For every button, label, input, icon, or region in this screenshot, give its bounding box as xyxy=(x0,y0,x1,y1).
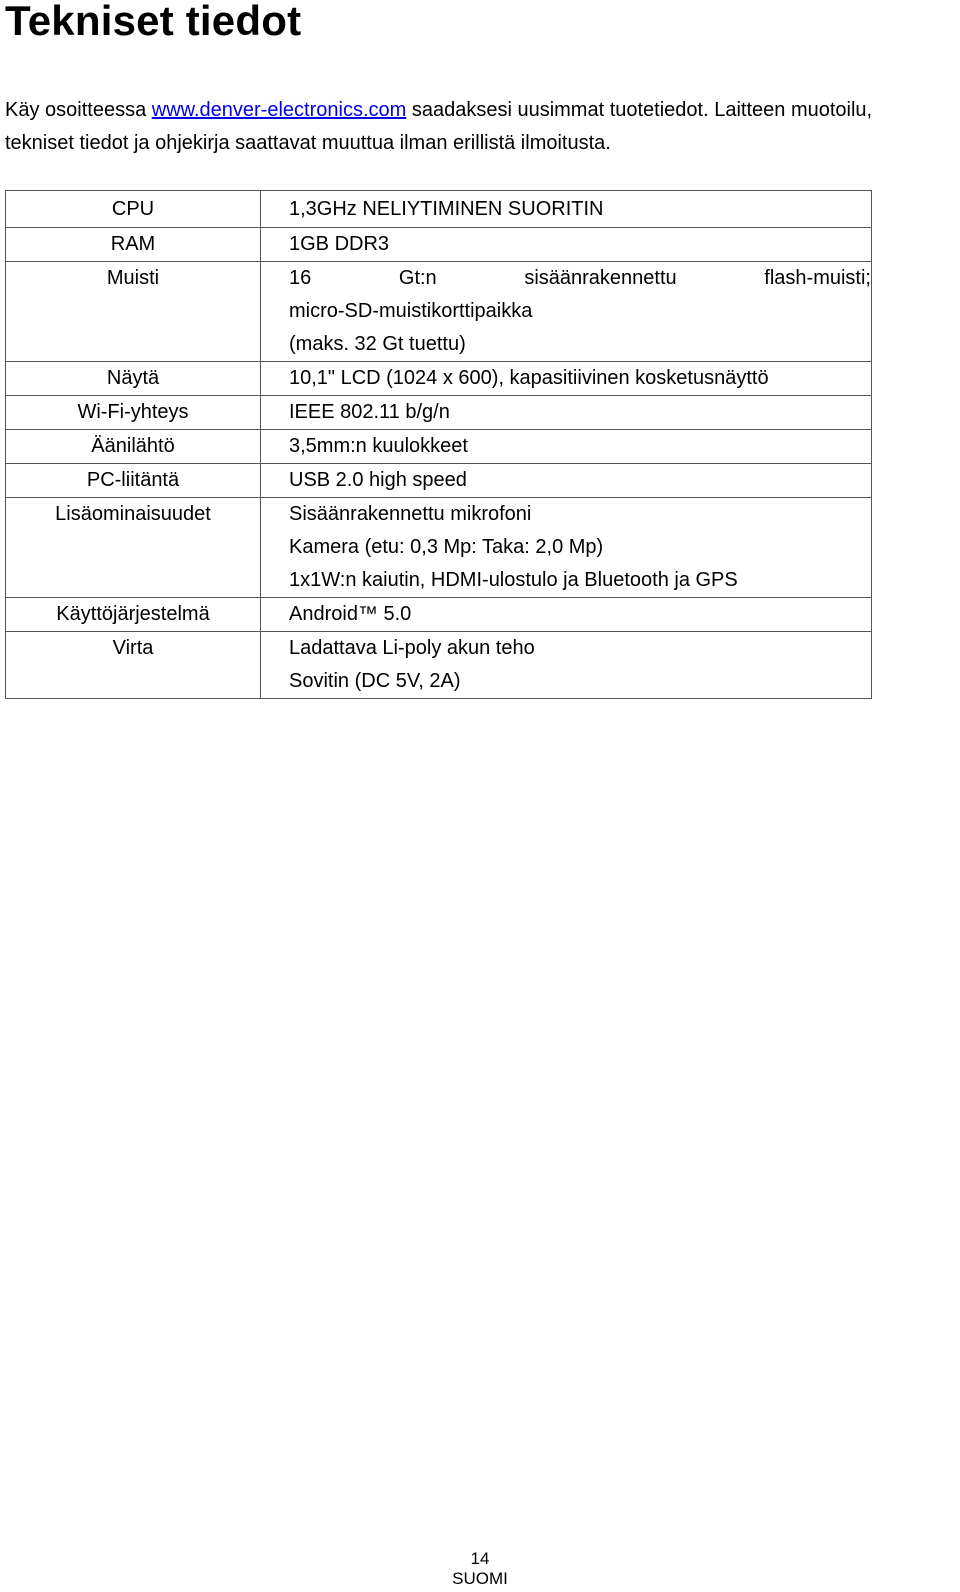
spec-value: 3,5mm:n kuulokkeet xyxy=(261,430,872,464)
spec-label: Virta xyxy=(6,632,261,699)
specifications-table xyxy=(5,190,872,699)
page-number: 14 xyxy=(470,1549,490,1568)
spec-label: Lisäominaisuudet xyxy=(6,498,261,598)
intro-text-start: Käy osoitteessa xyxy=(5,99,152,121)
spec-row-ram xyxy=(6,228,872,262)
extras-line: Sisäänrakennettu mikrofoni xyxy=(289,503,532,525)
power-line: Ladattava Li-poly akun teho xyxy=(289,637,535,659)
memory-justified-line xyxy=(289,262,871,295)
spec-row-cpu xyxy=(6,191,872,228)
spec-row-os xyxy=(6,598,872,632)
spec-label: Äänilähtö xyxy=(6,430,261,464)
intro-text-line2: tekniset tiedot ja ohjekirja saattavat muuttua ilman erillistä ilmoitusta. xyxy=(5,132,611,154)
spec-value xyxy=(261,498,872,598)
memory-word: Gt:n xyxy=(398,267,437,289)
spec-label: Käyttöjärjestelmä xyxy=(6,598,261,632)
extras-line: 1x1W:n kaiutin, HDMI-ulostulo ja Bluetooth ja GPS xyxy=(289,569,738,591)
spec-label: RAM xyxy=(6,228,261,262)
memory-word: sisäänrakennettu xyxy=(524,267,677,289)
memory-word: 16 xyxy=(289,267,312,289)
spec-value: 10,1" LCD (1024 x 600), kapasitiivinen kosketusnäyttö xyxy=(261,362,872,396)
spec-value: USB 2.0 high speed xyxy=(261,464,872,498)
spec-value: 1,3GHz NELIYTIMINEN SUORITIN xyxy=(261,191,872,228)
spec-value: IEEE 802.11 b/g/n xyxy=(261,396,872,430)
spec-value xyxy=(261,262,872,362)
spec-label: PC-liitäntä xyxy=(6,464,261,498)
memory-line: micro-SD-muistikorttipaikka xyxy=(289,300,533,322)
spec-row-wifi xyxy=(6,396,872,430)
spec-label: CPU xyxy=(6,191,261,228)
spec-row-audio xyxy=(6,430,872,464)
memory-word: flash-muisti; xyxy=(764,267,871,289)
intro-paragraph xyxy=(5,94,955,160)
spec-value: 1GB DDR3 xyxy=(261,228,872,262)
spec-row-memory xyxy=(6,262,872,362)
power-line: Sovitin (DC 5V, 2A) xyxy=(289,670,461,692)
extras-line: Kamera (etu: 0,3 Mp: Taka: 2,0 Mp) xyxy=(289,536,604,558)
spec-label: Näytä xyxy=(6,362,261,396)
spec-value xyxy=(261,632,872,699)
spec-row-power xyxy=(6,632,872,699)
memory-line: (maks. 32 Gt tuettu) xyxy=(289,333,466,355)
page-title: Tekniset tiedot xyxy=(5,0,302,44)
page-footer xyxy=(0,1549,960,1589)
spec-label: Wi-Fi-yhteys xyxy=(6,396,261,430)
spec-label: Muisti xyxy=(6,262,261,362)
spec-row-extras xyxy=(6,498,872,598)
spec-value: Android™ 5.0 xyxy=(261,598,872,632)
intro-text-end: saadaksesi uusimmat tuotetiedot. Laitteen muotoilu, xyxy=(406,99,873,121)
spec-row-pc-connection xyxy=(6,464,872,498)
spec-row-display xyxy=(6,362,872,396)
website-link[interactable]: www.denver-electronics.com xyxy=(151,99,407,121)
footer-language: SUOMI xyxy=(452,1569,508,1588)
